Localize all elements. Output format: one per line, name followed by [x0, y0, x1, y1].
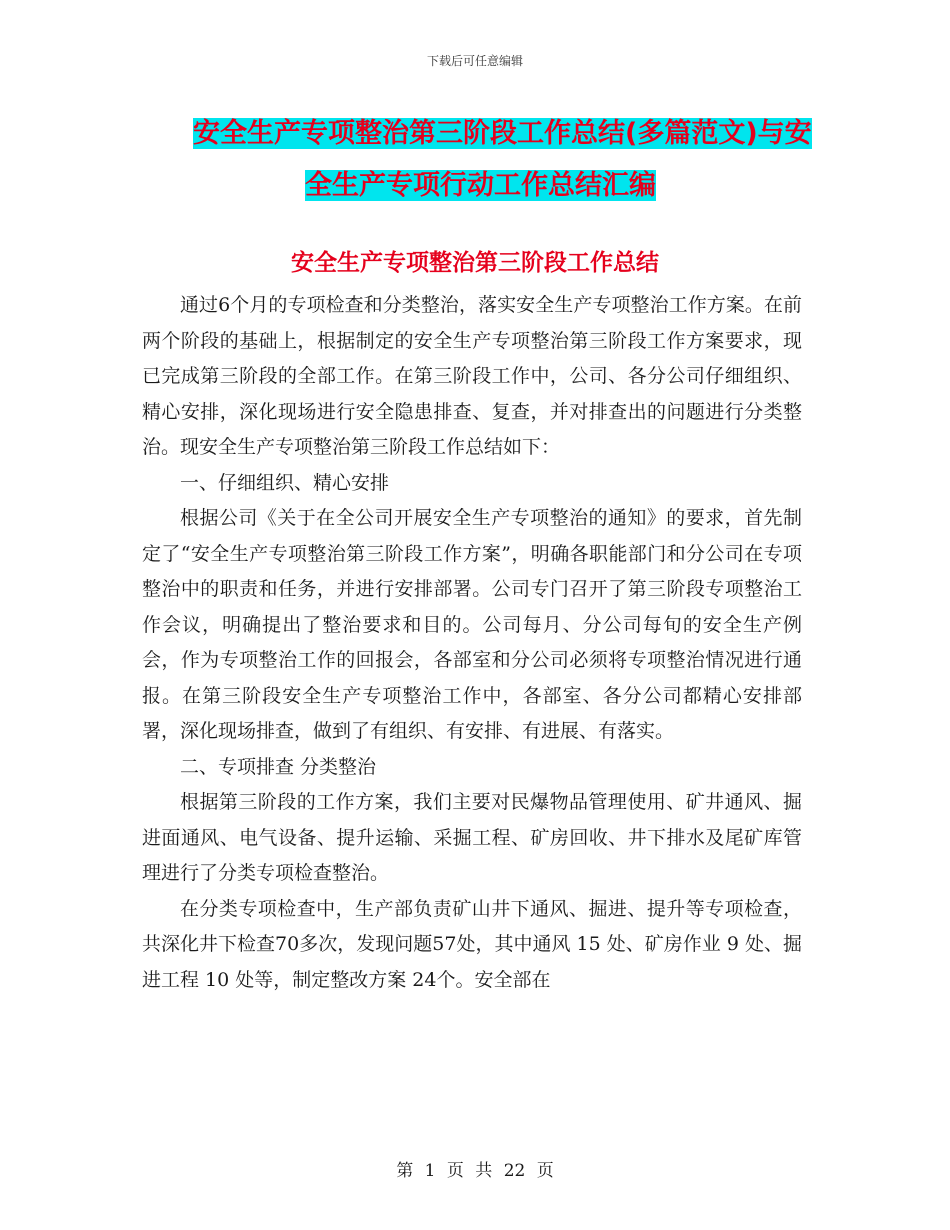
title-line-2: 全生产专项行动工作总结汇编: [305, 170, 656, 201]
paragraph: 根据第三阶段的工作方案，我们主要对民爆物品管理使用、矿井通风、掘进面通风、电气设备、提升运输、采掘工程、矿房回收、井下排水及尾矿库管理进行了分类专项检查整治。: [142, 791, 802, 884]
paragraph: 一、仔细组织、精心安排: [180, 471, 390, 494]
paragraph: 根据公司《关于在全公司开展安全生产专项整治的通知》的要求，首先制定了“安全生产专项整治第三阶段工作方案”，明确各职能部门和分公司在专项整治中的职责和任务，并进行安排部署。公司专门召开了第三阶段专项整治工作会议，明确提出了整治要求和目的。公司每月、分公司每旬的安全生产例会，作为专项整治工作的回报会，各部室和分公司必须将专项整治情况进行通报。在第三阶段安全生产专项整治工作中，各部室、各分公司都精心安排部署，深化现场排查，做到了有组织、有安排、有进展、有落实。: [142, 507, 802, 742]
page-header-note: 下载后可任意编辑: [426, 54, 523, 68]
title-line-1: 安全生产专项整治第三阶段工作总结(多篇范文)与安: [193, 118, 812, 149]
document-body: [142, 288, 802, 998]
paragraph: 通过6个月的专项检查和分类整治，落实安全生产专项整治工作方案。在前两个阶段的基础上，根据制定的安全生产专项整治第三阶段工作方案要求，现已完成第三阶段的全部工作。在第三阶段工作中，公司、各分公司仔细组织、精心安排，深化现场进行安全隐患排查、复查，并对排查出的问题进行分类整治。现安全生产专项整治第三阶段工作总结如下：: [142, 294, 802, 458]
paragraph: 二、专项排查 分类整治: [180, 755, 377, 778]
paragraph: 在分类专项检查中，生产部负责矿山井下通风、掘进、提升等专项检查，共深化井下检查70多次，发现问题57处，其中通风 15 处、矿房作业 9 处、掘进工程 10 处等，制定整改方案 24个。安全部在: [142, 897, 802, 991]
page-number: 第 1 页 共 22 页: [396, 1161, 554, 1181]
document-title: [120, 108, 830, 212]
section-title: 安全生产专项整治第三阶段工作总结: [291, 250, 659, 276]
